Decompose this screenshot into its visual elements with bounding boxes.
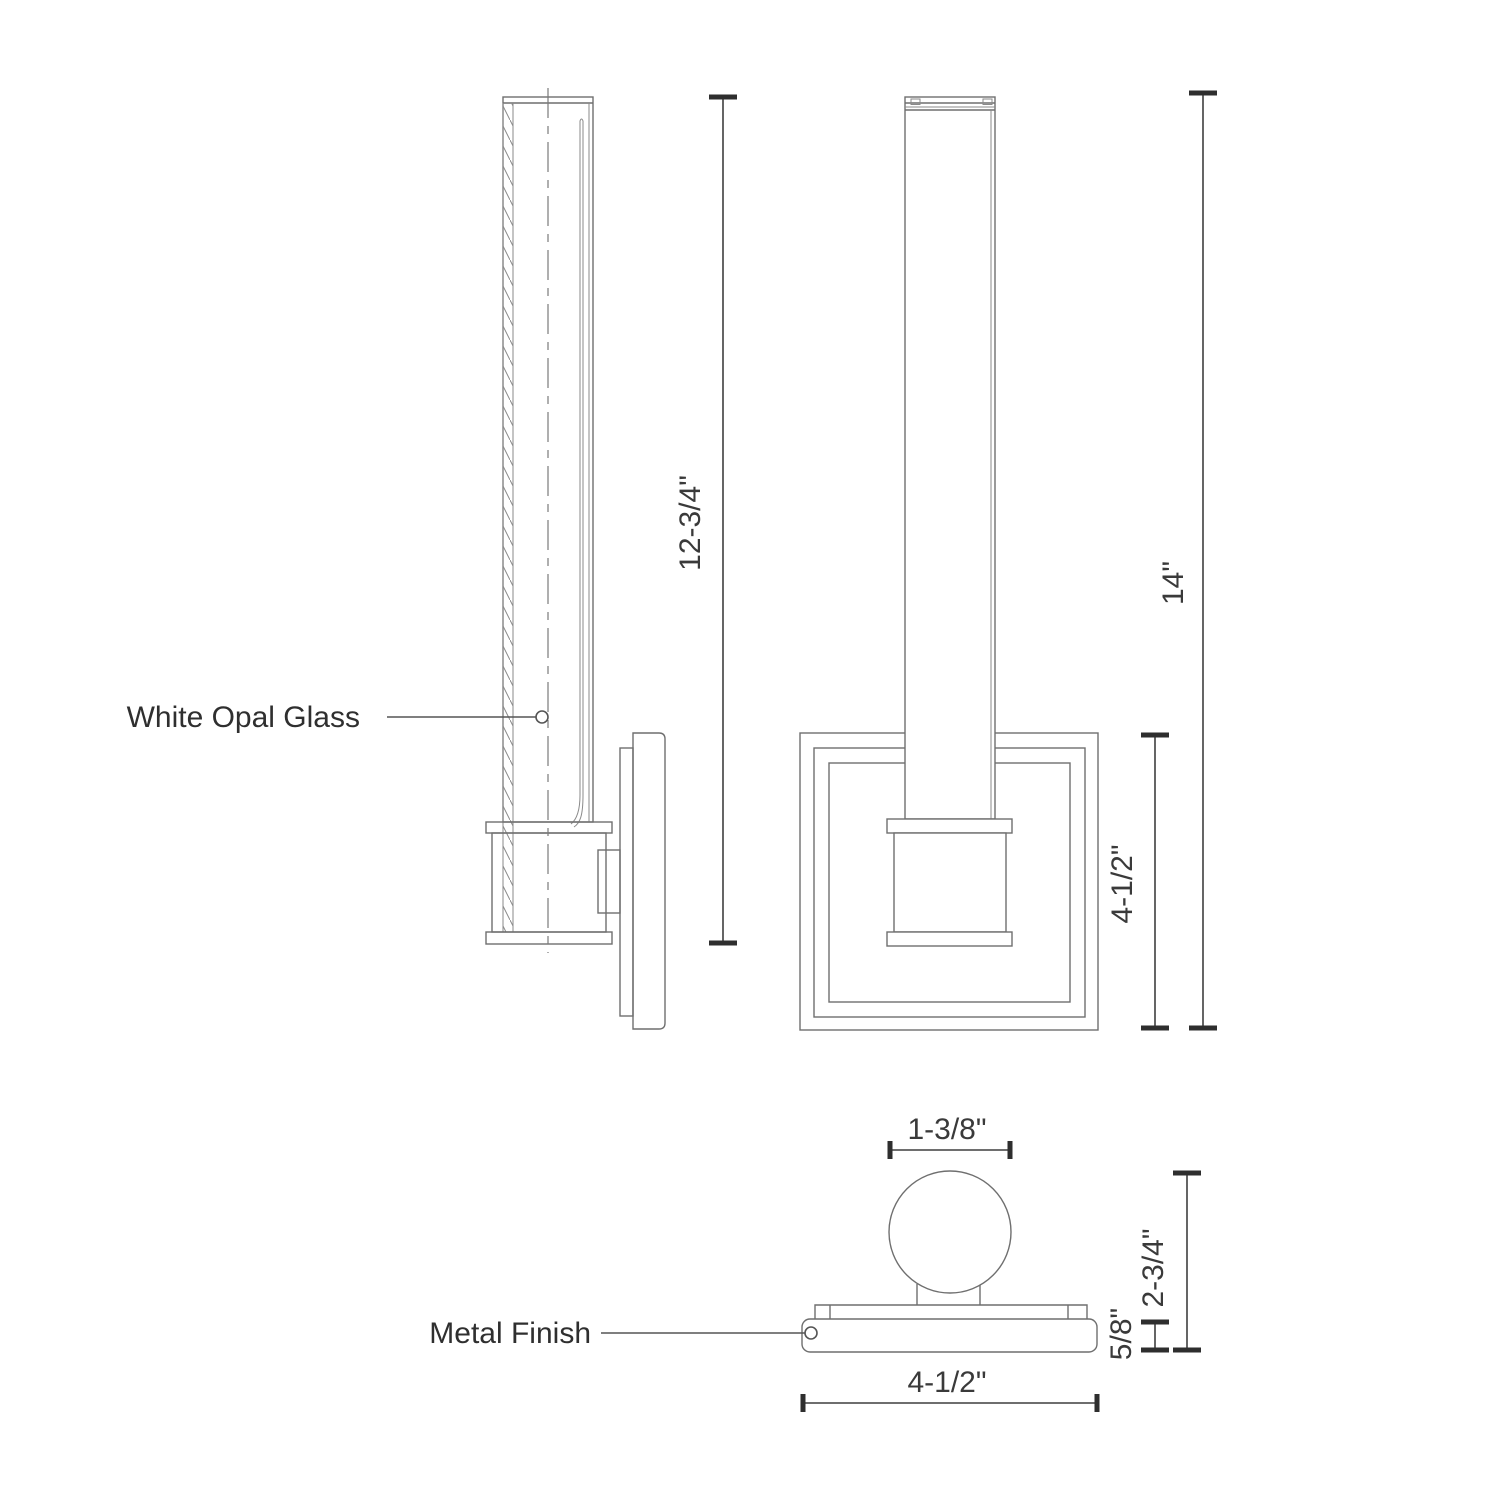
dim-text-side-height: 12-3/4" <box>674 475 707 571</box>
label-white-opal-glass: White Opal Glass <box>126 701 360 734</box>
front-holder-bottom-flange <box>887 932 1012 946</box>
side-wall-plate-inner <box>620 748 633 1016</box>
side-mount-block <box>598 850 620 913</box>
dim-text-plate-thickness: 5/8" <box>1105 1307 1138 1361</box>
side-holder-bottom-flange <box>486 932 612 944</box>
glass-tube-section-circle <box>889 1171 1011 1293</box>
glass-section-hatch <box>503 103 513 932</box>
label-metal-finish: Metal Finish <box>429 1317 591 1350</box>
top-view-drawing <box>429 1113 1201 1412</box>
dim-text-backplate-height: 4-1/2" <box>1106 844 1139 924</box>
front-holder-top-flange <box>887 819 1012 833</box>
base-plate <box>802 1319 1097 1352</box>
front-holder-body <box>894 833 1006 932</box>
front-glass-tube <box>905 97 995 819</box>
dim-text-overall-depth: 2-3/4" <box>1137 1228 1170 1308</box>
metal-leader-dot <box>805 1327 817 1339</box>
dim-text-glass-diameter: 1-3/8" <box>907 1113 987 1146</box>
plate-top-step <box>815 1305 1087 1319</box>
side-wall-plate-outer <box>633 733 665 1029</box>
glass-leader-dot <box>536 711 548 723</box>
front-view-drawing <box>800 93 1217 1030</box>
side-view-drawing <box>127 88 737 1029</box>
dim-text-backplate-width: 4-1/2" <box>907 1366 987 1399</box>
dim-text-overall-height: 14" <box>1157 560 1190 606</box>
